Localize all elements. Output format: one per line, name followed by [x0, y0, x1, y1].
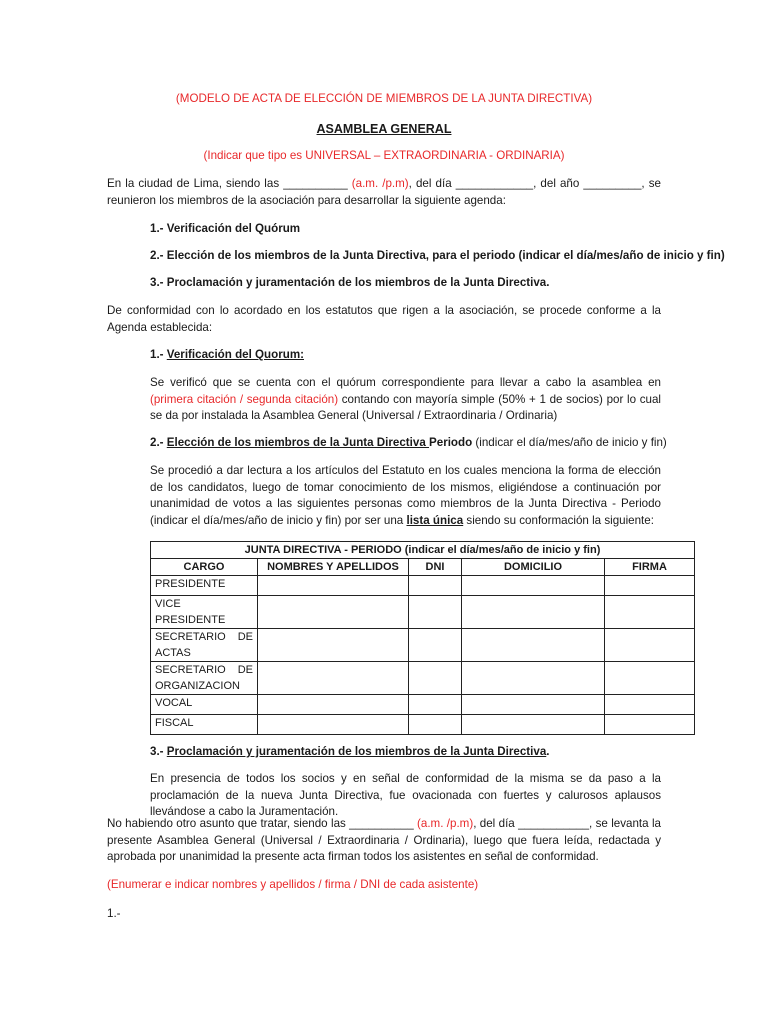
dni-cell: [409, 629, 462, 662]
firma-cell: [605, 576, 695, 596]
dni-cell: [409, 715, 462, 735]
table-row: [151, 596, 695, 629]
firma-cell: [605, 596, 695, 629]
junta-directiva-table: [150, 541, 695, 735]
closing-paragraph: No habiendo otro asunto que tratar, siendo las __________ (a.m. /p.m), del día ___________, se levanta la presente Asamblea General (Universal / Extraordinaria / Ordinaria), luego que fuera leída, redactada y aprobada por unanimidad la presente acta firman todos los asistentes en señal de conformidad.: [107, 817, 661, 863]
cargo-cell: SECRETARIO DE ORGANIZACION: [151, 662, 258, 695]
col-firma: FIRMA: [605, 559, 695, 576]
intro-paragraph: En la ciudad de Lima, siendo las __________ (a.m. /p.m), del día ____________, del año _________, se reunieron los miembros de la asociación para desarrollar la siguiente agenda:: [107, 177, 661, 207]
domicilio-cell: [462, 576, 605, 596]
domicilio-cell: [462, 715, 605, 735]
conformity-paragraph: De conformidad con lo acordado en los estatutos que rigen a la asociación, se procede conforme a la Agenda establecida:: [107, 304, 661, 334]
dni-cell: [409, 662, 462, 695]
col-dni: DNI: [409, 559, 462, 576]
agenda-item-1: 1.- Verificación del Quórum: [150, 222, 301, 235]
cargo-cell: VICE PRESIDENTE: [151, 596, 258, 629]
col-nombres: NOMBRES Y APELLIDOS: [258, 559, 409, 576]
table-row: [151, 715, 695, 735]
nombres-cell: [258, 576, 409, 596]
document-title: ASAMBLEA GENERAL: [316, 122, 452, 136]
dni-cell: [409, 596, 462, 629]
col-cargo: CARGO: [151, 559, 258, 576]
table-row: [151, 695, 695, 715]
domicilio-cell: [462, 662, 605, 695]
table-row: [151, 629, 695, 662]
firma-cell: [605, 629, 695, 662]
nombres-cell: [258, 715, 409, 735]
firma-cell: [605, 695, 695, 715]
section-2-heading: 2.- Elección de los miembros de la Junta Directiva Periodo (indicar el día/mes/año de inicio y fin): [150, 436, 667, 449]
firma-cell: [605, 662, 695, 695]
attendee-numbering: 1.-: [107, 907, 121, 920]
domicilio-cell: [462, 596, 605, 629]
attendees-note: (Enumerar e indicar nombres y apellidos / firma / DNI de cada asistente): [107, 878, 479, 891]
domicilio-cell: [462, 629, 605, 662]
table-row: [151, 662, 695, 695]
dni-cell: [409, 695, 462, 715]
assembly-type-note: (Indicar que tipo es UNIVERSAL – EXTRAORDINARIA - ORDINARIA): [203, 149, 565, 162]
agenda-item-3: 3.- Proclamación y juramentación de los miembros de la Junta Directiva.: [150, 276, 550, 289]
cargo-cell: VOCAL: [151, 695, 258, 715]
nombres-cell: [258, 662, 409, 695]
col-domicilio: DOMICILIO: [462, 559, 605, 576]
agenda-item-2: 2.- Elección de los miembros de la Junta Directiva, para el periodo (indicar el día/mes/año de inicio y fin): [150, 249, 725, 262]
section-1-paragraph: Se verificó que se cuenta con el quórum correspondiente para llevar a cabo la asamblea en (primera citación / segunda citación) contando con mayoría simple (50% + 1 de socios) por lo cual se da por instalada la Asamblea General (Universal / Extraordinaria / Ordinaria): [150, 376, 661, 422]
table-row: [151, 576, 695, 596]
cargo-cell: PRESIDENTE: [151, 576, 258, 596]
section-3-heading: 3.- Proclamación y juramentación de los miembros de la Junta Directiva.: [150, 745, 550, 758]
nombres-cell: [258, 629, 409, 662]
domicilio-cell: [462, 695, 605, 715]
table-title: JUNTA DIRECTIVA - PERIODO (indicar el día/mes/año de inicio y fin): [151, 542, 695, 559]
nombres-cell: [258, 596, 409, 629]
cargo-cell: FISCAL: [151, 715, 258, 735]
firma-cell: [605, 715, 695, 735]
section-2-paragraph: Se procedió a dar lectura a los artículos del Estatuto en los cuales menciona la forma de elección de los candidatos, luego de tomar conocimiento de los mismos, eligiéndose a continuación por unanimidad de votos a las siguientes personas como miembros de la Junta Directiva - Periodo (indicar el día/mes/año de inicio y fin) por ser una lista única siendo su conformación la siguiente:: [150, 464, 661, 527]
section-1-heading: 1.- Verificación del Quorum:: [150, 348, 304, 361]
dni-cell: [409, 576, 462, 596]
model-title: (MODELO DE ACTA DE ELECCIÓN DE MIEMBROS DE LA JUNTA DIRECTIVA): [175, 92, 593, 105]
cargo-cell: SECRETARIO DE ACTAS: [151, 629, 258, 662]
section-3-paragraph: En presencia de todos los socios y en señal de conformidad de la misma se da paso a la proclamación de la nueva Junta Directiva, fue ovacionada con fuertes y calurosos aplausos llevándose a cabo la Juramentación.: [150, 772, 661, 818]
nombres-cell: [258, 695, 409, 715]
